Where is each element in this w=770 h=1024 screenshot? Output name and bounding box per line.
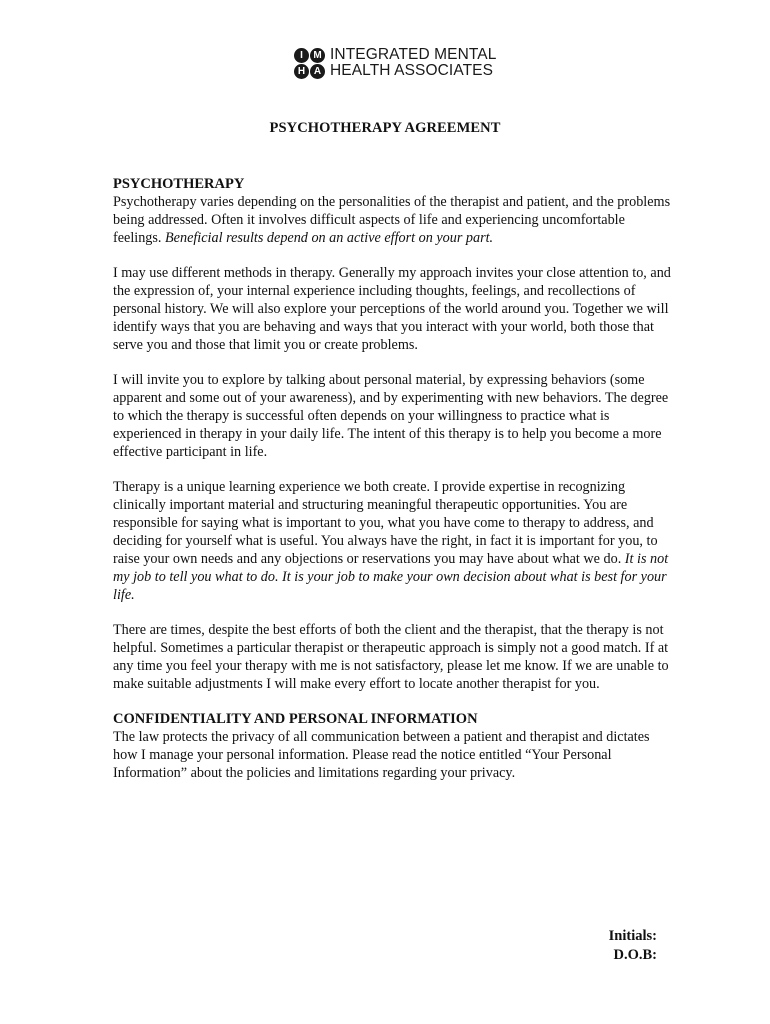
paragraph-not-helpful: There are times, despite the best efforts of both the client and the therapist, that the therapy is not helpful. Sometimes a particular therapist or therapeutic approach is simply not a good match. If at any time you feel your therapy with me is not satisfactory, please let me know. If we are unable to make suitable adjustments I will make every effort to locate another therapist for you. [113, 622, 669, 692]
logo-text [330, 47, 496, 79]
dob-label: D.O.B: [613, 947, 657, 963]
paragraph-text: Therapy is a unique learning experience we both create. I provide expertise in recognizing clinically important material and structuring meaningful therapeutic opportunities. You are responsible for saying what is important to you, what you have come to therapy to address, and deciding for yourself what is useful. You always have the right, in fact it is important for you, to raise your own needs and any objections or reservations you may have about what we do. [113, 479, 658, 567]
logo-line-1: INTEGRATED MENTAL [330, 46, 497, 63]
paragraph-confidentiality: The law protects the privacy of all communication between a patient and therapist and dictates how I manage your personal information. Please read the notice entitled “Your Personal Information” about the policies and limitations regarding your privacy. [113, 729, 650, 781]
logo-mark [294, 48, 325, 79]
paragraph-text: Psychotherapy varies depending on the personalities of the therapist and patient, and the problems being addressed. Often it involves difficult aspects of life and experiencing uncomfortable feelings. [113, 194, 671, 246]
logo-mark-letter-h: H [294, 64, 309, 79]
paragraph-emphasis: It is not my job to tell you what to do. It is your job to make your own decision about what is best for your life. [113, 551, 669, 603]
footer-fields [609, 927, 657, 965]
paragraph-learning-experience [113, 478, 673, 604]
paragraph-methods: I may use different methods in therapy. Generally my approach invites your close attention to, and the expression of, your internal experience including thoughts, feelings, and recollections of personal history. We will also explore your perceptions of the world around you. Together we will identify ways that you are behaving and ways that you interact with your world, both those that serve you and those that limit you or create problems. [113, 265, 671, 353]
paragraph-emphasis: Beneficial results depend on an active effort on your part. [165, 230, 494, 246]
logo-line-2: HEALTH ASSOCIATES [330, 62, 494, 79]
logo [294, 47, 496, 79]
paragraph-exploration: I will invite you to explore by talking about personal material, by expressing behaviors (some apparent and some out of your awareness), and by experimenting with new behaviors. The degree to which the therapy is successful often depends on your willingness to practice what is experienced in therapy in your daily life. The intent of this therapy is to help you become a more effective participant in life. [113, 372, 669, 460]
initials-label: Initials: [608, 928, 657, 944]
logo-mark-letter-a: A [310, 64, 325, 79]
document-title: PSYCHOTHERAPY AGREEMENT [269, 120, 501, 136]
document-body [113, 175, 673, 799]
section-heading-psychotherapy: PSYCHOTHERAPY [113, 176, 245, 192]
logo-mark-letter-i: I [294, 48, 309, 63]
section-heading-confidentiality: CONFIDENTIALITY AND PERSONAL INFORMATION [113, 711, 478, 727]
paragraph-psychotherapy-intro [113, 193, 673, 247]
logo-mark-letter-m: M [310, 48, 325, 63]
